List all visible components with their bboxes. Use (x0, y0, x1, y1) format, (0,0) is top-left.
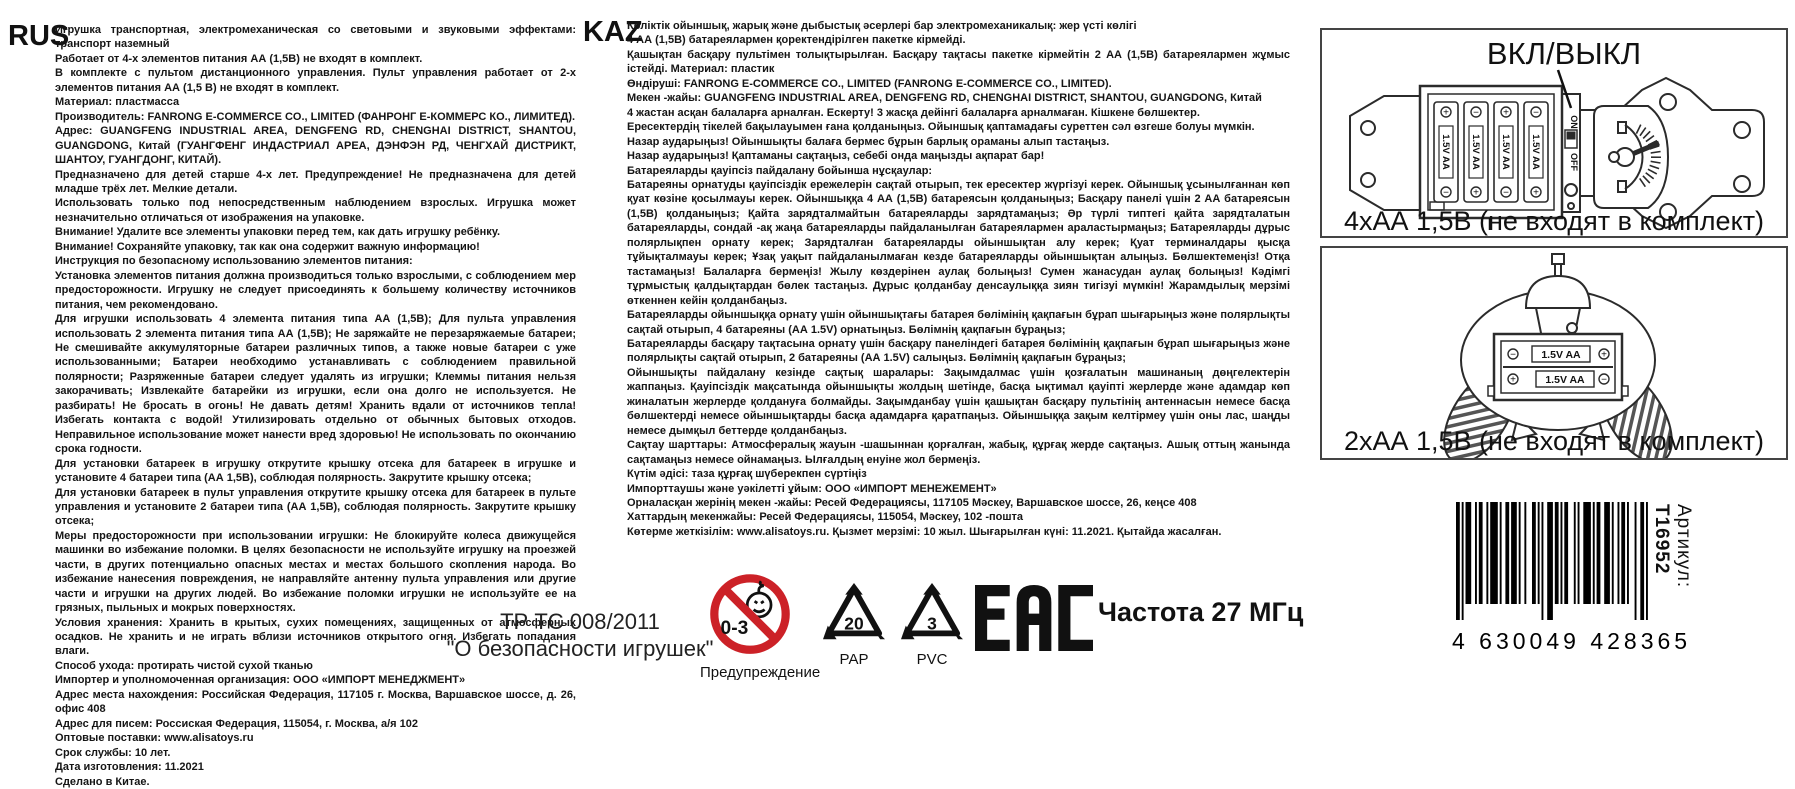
rus-text-column (55, 23, 576, 663)
paragraph: Оптовые поставки: www.alisatoys.ru (55, 731, 576, 745)
paragraph: Игрушка транспортная, электромеханическая со световыми и звуковыми эффектами: транспорт наземный (55, 23, 576, 52)
svg-text:1.5V AA: 1.5V AA (1545, 374, 1585, 386)
barcode-bars (1452, 500, 1648, 626)
paragraph: Батареяларды қауіпсіз пайдалану бойынша нұсқаулар: (627, 164, 1290, 178)
frequency-text: Частота 27 МГц (1098, 597, 1303, 628)
svg-text:1.5V AA: 1.5V AA (1541, 349, 1581, 361)
paragraph: 4 АА (1,5В) батареялармен қоректендірілген пакетке кірмейді. (627, 33, 1290, 47)
kaz-text-column (627, 19, 1290, 599)
article-value: T16952 (1651, 504, 1672, 574)
svg-text:−: − (1533, 108, 1539, 119)
svg-text:+: + (1443, 108, 1449, 119)
recycling-pap-symbol (818, 583, 890, 668)
paragraph: Установка элементов питания должна производиться только взрослыми, с соблюдением мер предосторожности. Игрушку не следует присоединять к большему количеству источников питания, чем рекомендовано. (55, 269, 576, 312)
paragraph: Ойыншықты пайдалану кезінде сақтық шаралары: Зақымдалмас үшін қозғалатын машинаның дөңгелектерін жаппаңыз. Қауіпсіздік мақсатында ойыншықты жолдың шетінде, басқа ықтимал қауіпті жерлерде және адамдар көп жиналатын жерлерде қолдануға болмайды. Зақымданбау үшін қашықтан басқару пультінің антеннасын немесе басқа бөлшектерді немесе ойыншықтарды басқа адамдарға қаратпаңыз. Ойыншыққа зақым келтірмеу үшін оны лас, шаңды немесе дымқыл беттерде қолданбаңыз. (627, 366, 1290, 438)
paragraph: Условия хранения: Хранить в крытых, сухих помещениях, защищенных от атмосферных осадков. Не хранить и не играть вблизи источников открытого огня. Избегать попадания влаги. (55, 616, 576, 659)
svg-text:+: + (1533, 188, 1539, 199)
svg-text:1.5V AA: 1.5V AA (1500, 134, 1511, 170)
paragraph: Срок службы: 10 лет. (55, 746, 576, 760)
paragraph: Батареяларды ойыншыққа орнату үшін ойыншықтағы батарея бөлімінің қақпағын бұрап шығарыңыз және полярлықты сақтай отырып, 4 батареяны (АА 1.5V) орнатыңыз. Бөлімнің қақпағын бұраңыз; (627, 308, 1290, 337)
rus-language-label: RUS (8, 20, 69, 53)
svg-text:+: + (1601, 350, 1607, 361)
toy-battery-diagram-box (1320, 28, 1788, 238)
paragraph: Импортер и уполномоченная организация: ООО «ИМПОРТ МЕНЕДЖМЕНТ» (55, 673, 576, 687)
paragraph: Назар аударыңыз! Қаптаманы сақтаңыз, себебі онда маңызды ақпарат бар! (627, 149, 1290, 163)
paragraph: Для установки батареек в пульт управления открутите крышку отсека для батареек в пульте управления и установите 2 батареи типа (АА 1,5В), соблюдая полярность. Закрутите крышку отсека; (55, 486, 576, 529)
article-label: Артикул: (1673, 504, 1694, 588)
paragraph: Дата изготовления: 11.2021 (55, 760, 576, 774)
age-warning-symbol (700, 572, 800, 681)
article-number (1650, 504, 1694, 664)
paragraph: Инструкция по безопасному использованию элементов питания: (55, 254, 576, 268)
paragraph: Для игрушки использовать 4 элемента питания типа АА (1,5В); Для пульта управления использовать 2 элемента питания типа АА (1,5В); Не заряжайте не перезаряжаемые батареи; Не смешивайте аккумуляторные батареи различных типов, а также новые батареи с уже использованными; Батареи необходимо устанавливать с соблюдением правильной полярности; Разряженные батареи следует удалять из игрушки; Клеммы питания нельзя закорачивать; Извлекайте батарейки из игрушки, если она долго не используется. Не разбирать! Не бросать в огонь! Не давать детям! Хранить вдали от источников тепла! Избегать контакта с водой! Утилизировать отдельно от обычных бытовых отходов. Неправильное использование может нанести вред здоровью! Не использовать по окончанию срока годности. (55, 312, 576, 457)
svg-text:+: + (1503, 108, 1509, 119)
svg-text:−: − (1510, 350, 1516, 361)
switch-off-label: OFF (1569, 153, 1579, 171)
paragraph: Көтерме жеткізілім: www.alisatoys.ru. Қызмет мерзімі: 10 жыл. Шығарылған күні: 11.2021. Қытайда жасалған. (627, 525, 1290, 539)
power-switch-title: ВКЛ/ВЫКЛ (1487, 36, 1641, 71)
paragraph: Батареяны орнатуды қауіпсіздік ережелерін сақтай отырып, тек ересектер жүргізуі керек. Ойыншық ұсынылғаннан көп қуат көзіне қосылмауы керек. Ойыншыққа 4 АА (1,5В) батареясын қолданыңыз; Басқару панелі үшін 2 АА батареясын (1,5В) қолданыңыз; Қайта зарядталмайтын батареяларды зарядтамаңыз; Әр түрлі типтегі қайта зарядталатын батареяларды, сондай -ақ жаңа батареяларды пайдаланылған батареялармен араластырмаңыз; Батареяларды дұрыс полярлықпен орнату керек; Зарядталған батареяларды ойыншықтан алу керек; Қуат терминалдары қысқа тұйықталмауы керек; Ұзақ уақыт пайдаланылмаған кезде батареяларды ойыншықтан алыңыз. Бөлшектемеңіз! Отқа тастамаңыз! Балаларға бермеңіз! Жылу көздерінен аулақ болыңыз! Сумен жанасудан аулақ болыңыз! Кәдімгі тұрмыстық қалдықтардан бөлек тастаңыз. Дұрыс қолданбау денсаулыққа зиян тигізуі мүмкін! Жарамдылық мерзімі өткеннен кейін қолданбаңыз. (627, 178, 1290, 308)
eac-logo-icon (975, 580, 1093, 656)
paragraph: Батареяларды басқару тақтасына орнату үшін басқару панеліндегі батарея бөлімінің қақпағын бұрап шығарыңыз және полярлықты сақтай отырып, 2 батареяны (АА 1.5V) салыңыз. Бөлімнің қақпағын бұраңыз; (627, 337, 1290, 366)
paragraph: Орналасқан жерінің мекен -жайы: Ресей Федерациясы, 117105 Мәскеу, Варшавское шоссе, 26, кеңсе 408 (627, 496, 1290, 510)
svg-text:+: + (1510, 375, 1516, 386)
paragraph: Импорттаушы және уәкілетті ұйым: ООО «ИМПОРТ МЕНЕЖЕМЕНТ» (627, 482, 1290, 496)
switch-on-label: ON (1569, 115, 1579, 129)
paragraph: Производитель: FANRONG E-COMMERCE CO., LIMITED (ФАНРОНГ Е-КОММЕРС КО., ЛИМИТЕД). (55, 110, 576, 124)
remote-control-diagram (1322, 248, 1786, 458)
paragraph: Материал: пластмасса (55, 95, 576, 109)
svg-text:−: − (1443, 188, 1449, 199)
barcode-block (1452, 500, 1692, 670)
svg-text:1.5V AA: 1.5V AA (1440, 134, 1451, 170)
pvc-code: 3 (927, 614, 937, 634)
eac-mark (974, 580, 1094, 661)
paragraph: Назар аударыңыз! Ойыншықты балаға бермес бұрын барлық ораманы алып тастаңыз. (627, 135, 1290, 149)
paragraph: Внимание! Удалите все элементы упаковки перед тем, как дать игрушку ребёнку. (55, 225, 576, 239)
certification-title: "О безопасности игрушек" (430, 635, 730, 662)
svg-text:1.5V AA: 1.5V AA (1530, 134, 1541, 170)
toy-battery-diagram (1322, 30, 1786, 236)
svg-text:1.5V AA: 1.5V AA (1470, 134, 1481, 170)
recycling-pvc-symbol (896, 583, 968, 668)
paragraph: Өндіруші: FANRONG E-COMMERCE CO., LIMITED (FANRONG E-COMMERCE CO., LIMITED). (627, 77, 1290, 91)
paragraph: Адрес места нахождения: Российская Федерация, 117105 г. Москва, Варшавское шоссе, д. 26, офис 408 (55, 688, 576, 717)
paragraph: Внимание! Сохраняйте упаковку, так как она содержит важную информацию! (55, 240, 576, 254)
paragraph: Для установки батареек в игрушку открутите крышку отсека для батареек в игрушке и установите 4 батареи типа (АА 1,5В), соблюдая полярность. Закрутите крышку отсека; (55, 457, 576, 486)
barcode-number: 4 630049 428365 (1452, 628, 1648, 655)
certification-regulation: ТР ТС 008/2011 (430, 608, 730, 635)
paragraph: Сақтау шарттары: Атмосфералық жауын -шашыннан қорғалған, жабық, құрғақ жерде сақтаңыз. Ашық оттың жанында сақтамаңыз немесе ойнамаңыз. Ылғалдың енуіне жол бермеңіз. (627, 438, 1290, 467)
remote-battery-caption: 2хАА 1,5В (не входят в комплект) (1344, 426, 1764, 456)
paragraph: Ересектердің тікелей бақылауымен ғана қолданыңыз. Ойыншық қаптамадағы суреттен сәл өзгеше болуы мүмкін. (627, 120, 1290, 134)
pvc-label: PVC (896, 651, 968, 668)
paragraph: 4 жастан асқан балаларға арналған. Ескерту! 3 жасқа дейінгі балаларға арналмаған. Кішкене бөлшектер. (627, 106, 1290, 120)
paragraph: Использовать только под непосредственным наблюдением взрослых. Игрушка может незначительно отличаться от изображения на упаковке. (55, 196, 576, 225)
svg-text:−: − (1473, 108, 1479, 119)
svg-text:−: − (1601, 375, 1607, 386)
pap-code: 20 (844, 614, 863, 634)
paragraph: Қашықтан басқару пультімен толықтырылған. Басқару тақтасы пакетке кірмейтін 2 АА (1,5В) батареялармен жұмыс істейді. Материал: пластик (627, 48, 1290, 77)
recycling-triangle-icon (820, 583, 888, 645)
toy-battery-caption: 4хАА 1,5В (не входят в комплект) (1344, 206, 1764, 236)
recycling-triangle-icon (898, 583, 966, 645)
svg-text:−: − (1503, 188, 1509, 199)
paragraph: Көліктік ойыншық, жарық және дыбыстық әсерлері бар электромеханикалық: жер үсті көлігі (627, 19, 1290, 33)
kaz-language-label: KAZ (583, 16, 643, 49)
pap-label: PAP (818, 651, 890, 668)
age-range-text: 0-3 (721, 618, 749, 639)
paragraph: Хаттардың мекенжайы: Ресей Федерациясы, 115054, Мәскеу, 102 -пошта (627, 510, 1290, 524)
paragraph: Работает от 4-х элементов питания АА (1,5В) не входят в комплект. (55, 52, 576, 66)
remote-diagram-box (1320, 246, 1788, 460)
paragraph: Предназначено для детей старше 4-х лет. Предупреждение! Не предназначена для детей младше трёх лет. Мелкие детали. (55, 168, 576, 197)
paragraph: Мекен -жайы: GUANGFENG INDUSTRIAL AREA, DENGFENG RD, CHENGHAI DISTRICT, SHANTOU, GUANGDONG, Китай (627, 91, 1290, 105)
paragraph: Адрес: GUANGFENG INDUSTRIAL AREA, DENGFENG RD, CHENGHAI DISTRICT, SHANTOU, GUANGDONG, Китай (ГУАНГФЕНГ ИНДАСТРИАЛ АРЕА, ДЭНФЭН РД, ЧЕНГХАЙ ДИСТРИКТ, ШАНТОУ, ГУАНГДОНГ, КИТАЙ). (55, 124, 576, 167)
paragraph: Меры предосторожности при использовании игрушки: Не блокируйте колеса движущейся машинки во избежание поломки. В целях безопасности не используйте игрушку на проезжей части, в других потенциально опасных местах и местах большого скопления народа. Во избежание нанесения повреждения, не направляйте антенну пульта управления или другие части и игрушки на других людей. Во избежание поломки игрушки не используйте ее на грязных, пыльных и мокрых поверхностях. (55, 529, 576, 616)
svg-text:+: + (1473, 188, 1479, 199)
paragraph: В комплекте с пультом дистанционного управления. Пульт управления работает от 2-х элементов питания АА (1,5 В) не входят в комплект. (55, 66, 576, 95)
paragraph: Адрес для писем: Россиская Федерация, 115054, г. Москва, а/я 102 (55, 717, 576, 731)
paragraph: Сделано в Китае. (55, 775, 576, 789)
certification-block (430, 608, 730, 662)
paragraph: Способ ухода: протирать чистой сухой тканью (55, 659, 576, 673)
age-warning-icon (704, 572, 796, 658)
age-warning-label: Предупреждение (700, 664, 800, 681)
paragraph: Күтім әдісі: таза құрғақ шүберекпен сүртіңіз (627, 467, 1290, 481)
